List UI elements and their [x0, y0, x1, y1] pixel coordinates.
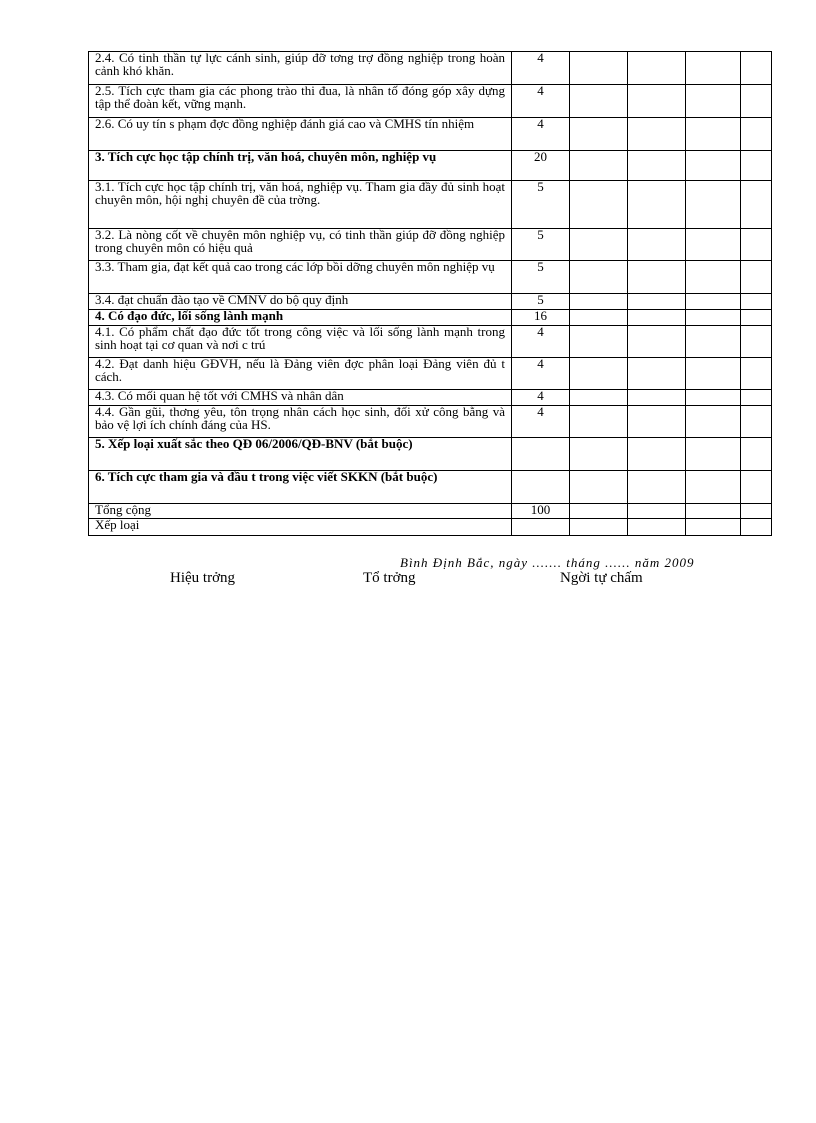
score-cell-empty — [686, 229, 741, 261]
footer-date-line: Bình Định Bắc, ngày ....... tháng ...... năm 2009 — [400, 555, 695, 570]
score-cell-empty — [628, 151, 686, 181]
table-row — [89, 519, 772, 536]
criterion-score: 4 — [512, 358, 570, 390]
score-cell-empty — [570, 438, 628, 471]
team-leader-signature-label: Tổ trởng — [363, 570, 416, 586]
score-cell-empty — [741, 406, 772, 438]
criterion-score: 5 — [512, 294, 570, 310]
score-cell-empty — [741, 438, 772, 471]
score-cell-empty — [741, 52, 772, 85]
criterion-score: 4 — [512, 118, 570, 151]
table-row — [89, 504, 772, 519]
score-cell-empty — [686, 358, 741, 390]
principal-signature-label: Hiệu trởng — [170, 570, 236, 586]
table-row — [89, 151, 772, 181]
score-cell-empty — [686, 504, 741, 519]
score-cell-empty — [741, 519, 772, 536]
score-cell-empty — [741, 310, 772, 326]
table-row — [89, 471, 772, 504]
score-cell-empty — [741, 358, 772, 390]
criterion-score: 5 — [512, 261, 570, 294]
table-row — [89, 326, 772, 358]
score-cell-empty — [686, 85, 741, 118]
score-cell-empty — [570, 294, 628, 310]
score-cell-empty — [628, 118, 686, 151]
score-cell-empty — [686, 471, 741, 504]
criterion-text: 3.1. Tích cực học tập chính trị, văn hoá, nghiệp vụ. Tham gia đầy đủ sinh hoạt chuyên môn, hội nghị chuyên đề của trờng. — [89, 181, 512, 229]
score-cell-empty — [686, 52, 741, 85]
score-cell-empty — [741, 326, 772, 358]
score-cell-empty — [741, 261, 772, 294]
score-cell-empty — [570, 390, 628, 406]
self-grader-signature-label: Ngời tự chấm — [560, 570, 643, 586]
score-cell-empty — [628, 294, 686, 310]
score-cell-empty — [628, 52, 686, 85]
criterion-text: 3.2. Là nòng cốt về chuyên môn nghiệp vụ, có tinh thần giúp đỡ đồng nghiệp trong chuyên môn có hiệu quả — [89, 229, 512, 261]
table-row — [89, 261, 772, 294]
table-row — [89, 52, 772, 85]
score-cell-empty — [741, 229, 772, 261]
score-cell-empty — [628, 181, 686, 229]
criterion-score: 4 — [512, 326, 570, 358]
table-row — [89, 438, 772, 471]
score-cell-empty — [686, 151, 741, 181]
criterion-text: 4.3. Có mối quan hệ tốt với CMHS và nhân dân — [89, 390, 512, 406]
criterion-score: 4 — [512, 85, 570, 118]
score-cell-empty — [741, 294, 772, 310]
criterion-text: 2.6. Có uy tín s phạm đợc đồng nghiệp đánh giá cao và CMHS tín nhiệm — [89, 118, 512, 151]
table-row — [89, 390, 772, 406]
score-cell-empty — [686, 118, 741, 151]
score-cell-empty — [570, 52, 628, 85]
score-cell-empty — [686, 310, 741, 326]
criterion-score: 4 — [512, 52, 570, 85]
score-cell-empty — [570, 519, 628, 536]
score-cell-empty — [570, 326, 628, 358]
score-cell-empty — [570, 358, 628, 390]
score-cell-empty — [570, 151, 628, 181]
criterion-score: 100 — [512, 504, 570, 519]
score-cell-empty — [570, 471, 628, 504]
score-cell-empty — [570, 118, 628, 151]
criterion-score: 5 — [512, 229, 570, 261]
criterion-text: 3. Tích cực học tập chính trị, văn hoá, chuyên môn, nghiệp vụ — [89, 151, 512, 181]
table-row — [89, 406, 772, 438]
score-cell-empty — [570, 181, 628, 229]
score-cell-empty — [570, 504, 628, 519]
score-cell-empty — [570, 406, 628, 438]
criterion-text: Tổng cộng — [89, 504, 512, 519]
score-cell-empty — [686, 326, 741, 358]
score-cell-empty — [686, 438, 741, 471]
criterion-score: 20 — [512, 151, 570, 181]
score-cell-empty — [686, 390, 741, 406]
score-cell-empty — [628, 85, 686, 118]
criterion-score — [512, 471, 570, 504]
score-cell-empty — [570, 229, 628, 261]
score-cell-empty — [686, 294, 741, 310]
table-row — [89, 294, 772, 310]
score-cell-empty — [741, 85, 772, 118]
score-cell-empty — [628, 504, 686, 519]
criterion-text: 4.1. Có phẩm chất đạo đức tốt trong công việc và lối sống lành mạnh trong sinh hoạt tại cơ quan và nơi c trú — [89, 326, 512, 358]
score-cell-empty — [628, 229, 686, 261]
score-cell-empty — [628, 519, 686, 536]
table-row — [89, 229, 772, 261]
table-row — [89, 118, 772, 151]
table-row — [89, 181, 772, 229]
criteria-table — [88, 51, 772, 536]
score-cell-empty — [741, 471, 772, 504]
score-cell-empty — [741, 181, 772, 229]
criterion-score — [512, 438, 570, 471]
score-cell-empty — [686, 406, 741, 438]
criterion-text: 5. Xếp loại xuất sắc theo QĐ 06/2006/QĐ-BNV (bắt buộc) — [89, 438, 512, 471]
criterion-text: 2.5. Tích cực tham gia các phong trào thi đua, là nhân tố đóng góp xây dựng tập thể đoàn kết, vững mạnh. — [89, 85, 512, 118]
criterion-score: 4 — [512, 406, 570, 438]
score-cell-empty — [741, 118, 772, 151]
criterion-score: 5 — [512, 181, 570, 229]
score-cell-empty — [686, 181, 741, 229]
score-cell-empty — [628, 406, 686, 438]
criterion-text: Xếp loại — [89, 519, 512, 536]
score-cell-empty — [628, 326, 686, 358]
criterion-text: 4.4. Gần gũi, thơng yêu, tôn trọng nhân cách học sinh, đối xử công bằng và bảo vệ lợi ích chính đáng của HS. — [89, 406, 512, 438]
score-cell-empty — [741, 504, 772, 519]
score-cell-empty — [686, 261, 741, 294]
table-row — [89, 85, 772, 118]
score-cell-empty — [628, 261, 686, 294]
score-cell-empty — [741, 151, 772, 181]
criterion-score: 4 — [512, 390, 570, 406]
criterion-text: 4. Có đạo đức, lối sống lành mạnh — [89, 310, 512, 326]
score-cell-empty — [570, 310, 628, 326]
score-cell-empty — [628, 438, 686, 471]
score-cell-empty — [570, 85, 628, 118]
criterion-text: 3.3. Tham gia, đạt kết quả cao trong các lớp bồi dỡng chuyên môn nghiệp vụ — [89, 261, 512, 294]
criterion-text: 2.4. Có tinh thần tự lực cánh sinh, giúp đỡ tơng trợ đồng nghiệp trong hoàn cảnh khó khăn. — [89, 52, 512, 85]
criterion-text: 3.4. đạt chuẩn đào tạo về CMNV do bộ quy định — [89, 294, 512, 310]
score-cell-empty — [628, 390, 686, 406]
score-cell-empty — [628, 310, 686, 326]
score-cell-empty — [741, 390, 772, 406]
criterion-score: 16 — [512, 310, 570, 326]
table-row — [89, 310, 772, 326]
criterion-score — [512, 519, 570, 536]
score-cell-empty — [686, 519, 741, 536]
score-cell-empty — [628, 358, 686, 390]
table-row — [89, 358, 772, 390]
criterion-text: 4.2. Đạt danh hiệu GĐVH, nếu là Đảng viên đợc phân loại Đảng viên đủ t cách. — [89, 358, 512, 390]
score-cell-empty — [570, 261, 628, 294]
score-cell-empty — [628, 471, 686, 504]
criterion-text: 6. Tích cực tham gia và đầu t trong việc viết SKKN (bắt buộc) — [89, 471, 512, 504]
